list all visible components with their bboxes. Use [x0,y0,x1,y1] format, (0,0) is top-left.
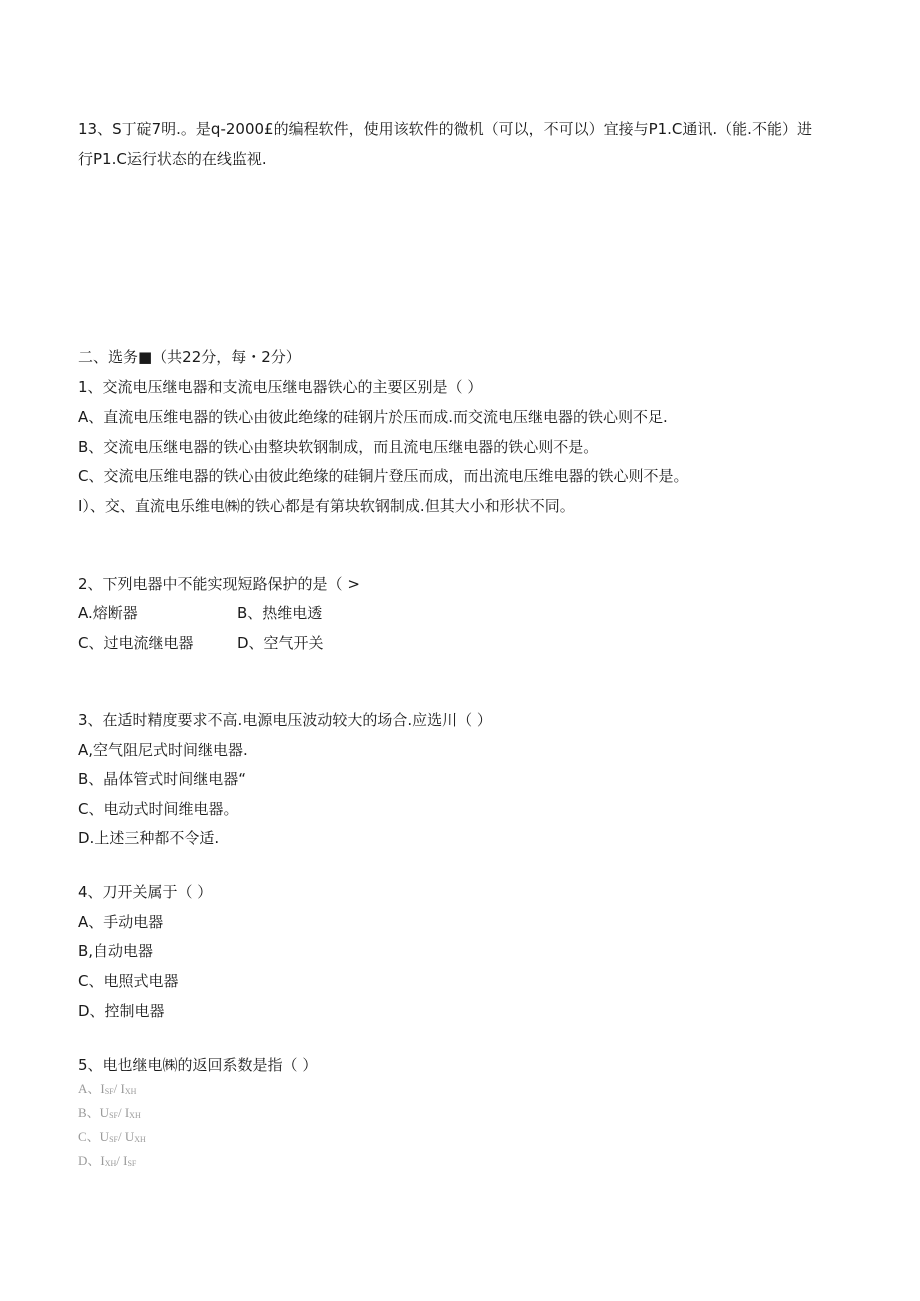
q4-option-d: D、控制电器 [78,1002,165,1020]
q3-stem: 3、在适时精度要求不高.电源电压波动较大的场合.应选川（ ） [78,711,492,729]
q2-option-b: B、热维电透 [237,604,323,622]
q2-option-c: C、过电流继电器 [78,634,194,652]
q4-stem: 4、刀开关属于（ ） [78,883,213,901]
q2-option-d: D、空气开关 [237,634,324,652]
q13-line-2: 行P1.C运行状态的在线监视. [78,150,267,168]
q1-option-d: I）、交、直流电乐维电㈱的铁心都是有第块软钢制成.但其大小和形状不同。 [78,497,575,515]
q2-option-a: A.熔断器 [78,604,138,622]
q1-option-c: C、交流电压维电器的铁心由彼此绝缘的硅铜片登压而成，而出流电压维电器的铁心则不是。 [78,467,689,485]
q13-line-1: 13、S丁碇7明.。是q-2000£的编程软件，使用该软件的微机（可以，不可以）宜接与P1.C通讯.（能.不能）进 [78,120,812,138]
q3-option-c: C、电动式时间维电器。 [78,800,239,818]
q5-option-b: B、$U_{SF}/$ $I_{XH}$ [78,1105,141,1120]
q4-option-c: C、电照式电器 [78,972,179,990]
q1-stem: 1、交流电压继电器和支流电压继电器铁心的主要区别是（ ） [78,378,483,396]
q3-option-d: D.上述三种都不令适. [78,829,220,847]
q5-option-a: A、$I_{SF}/$ $I_{XH}$ [78,1081,137,1096]
q5-stem: 5、电也继电㈱的返回系数是指（ ） [78,1056,318,1074]
q5-option-c: C、$U_{SF}/$ $U_{XH}$ [78,1129,146,1144]
q4-option-a: A、手动电器 [78,913,164,931]
q2-stem: 2、下列电器中不能实现短路保护的是（ > [78,575,360,593]
section-heading: 二、选务■（共22分，每・2分） [78,348,301,366]
q3-option-b: B、晶体管式时间继电器“ [78,770,247,788]
q3-option-a: A,空气阻尼式时间继电器. [78,741,248,759]
q1-option-a: A、直流电压维电器的铁心由彼此绝缘的硅钢片於压而成.而交流电压继电器的铁心则不足. [78,408,668,426]
q5-option-d: D、$I_{XH}/$ $I_{SF}$ [78,1153,137,1168]
q4-option-b: B,自动电器 [78,942,154,960]
q1-option-b: B、交流电压继电器的铁心由整块软钢制成，而且流电压继电器的铁心则不是。 [78,438,599,456]
